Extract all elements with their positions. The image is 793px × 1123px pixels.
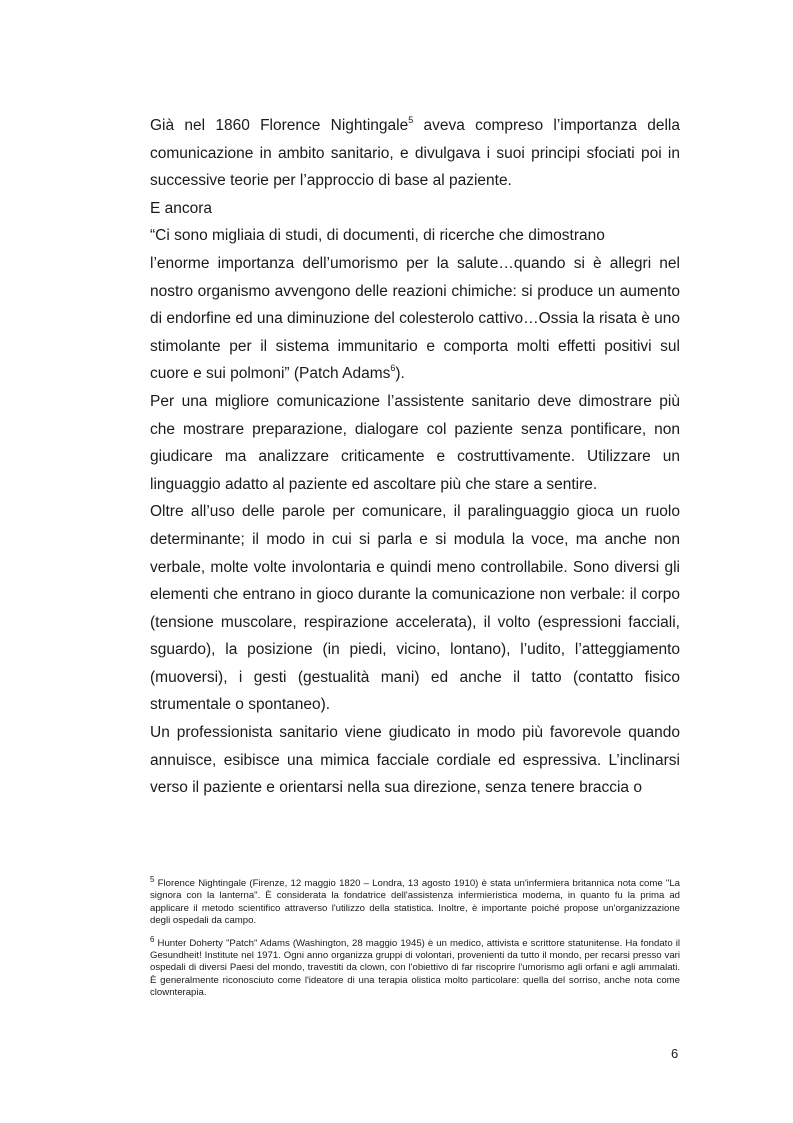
footnote-text: Florence Nightingale (Firenze, 12 maggio 1820 – Londra, 13 agosto 1910) è stata un'infermiera britannica nota come "La signora con la lanterna". È considerata la fondatrice dell'assistenza infermieristica moderna, in quanto fu la prima ad applicare il metodo scientifico attraverso l'utilizzo della statistica. Inoltre, è importante poiché propose un'organizzazione degli ospedali da campo. (150, 878, 680, 927)
paragraph-professional: Un professionista sanitario viene giudicato in modo più favorevole quando annuisce, esibisce una mimica facciale cordiale ed espressiva. L’inclinarsi verso il paziente e orientarsi nella sua direzione, senza tenere braccia o (150, 724, 680, 797)
footnote-5 (150, 875, 680, 928)
footnote-6 (150, 934, 680, 1000)
paragraph-nightingale (150, 112, 680, 195)
footnote-ref-5[interactable]: 5 (408, 115, 414, 125)
footnote-text: Hunter Doherty "Patch" Adams (Washington, 28 maggio 1945) è un medico, attivista e scrittore statunitense. Ha fondato il Gesundheit! Institute nel 1971. Ogni anno organizza gruppi di volontari, provenienti da tutto il mondo, per recarsi presso vari ospedali di diversi Paesi del mondo, travestiti da clown, con l'obiettivo di far riscoprire l'umorismo agli orfani e agli ammalati. È generalmente riconosciuto come l'ideatore di una terapia olistica molto particolare: quella del sorriso, anche nota come clownterapia. (150, 937, 680, 999)
quote-patch-adams (150, 250, 680, 388)
paragraph-text: ). (395, 365, 405, 383)
quote-line: “Ci sono migliaia di studi, di documenti, di ricerche che dimostrano (150, 227, 605, 245)
footnote-number: 6 (150, 934, 155, 944)
paragraph-e-ancora: E ancora (150, 199, 213, 217)
paragraph-paralanguage: Oltre all’uso delle parole per comunicare, il paralinguaggio gioca un ruolo determinante; il modo in cui si parla e si modula la voce, ma anche non verbale, molte volte involontaria e quindi meno controllabile. Sono diversi gli elementi che entrano in gioco durante la comunicazione non verbale: il corpo (tensione muscolare, respirazione accelerata), il volto (espressioni facciali, sguardo), la posizione (in piedi, vicino, lontano), l’udito, l’atteggiamento (muoversi), i gesti (gestualità mani) ed anche il tatto (contatto fisico strumentale o spontaneo). (150, 503, 680, 714)
paragraph-text: l’enorme importanza dell’umorismo per la salute…quando si è allegri nel nostro organismo avvengono delle reazioni chimiche: si produce un aumento di endorfine ed una diminuzione del colesterolo cattivo…Ossia la risata è uno stimolante per il sistema immunitario e comporta molti effetti positivi sul cuore e sui polmoni” (Patch Adams (150, 254, 680, 383)
paragraph-text: Già nel 1860 Florence Nightingale (150, 117, 409, 134)
footnote-number: 5 (150, 875, 155, 884)
main-text (150, 112, 680, 802)
paragraph-communication: Per una migliore comunicazione l’assistente sanitario deve dimostrare più che mostrare preparazione, dialogare col paziente senza pontificare, non giudicare ma analizzare criticamente e costruttivamente. Utilizzare un linguaggio adatto al paziente ed ascoltare più che stare a sentire. (150, 392, 680, 493)
footnote-ref-6[interactable]: 6 (390, 363, 396, 374)
footnotes (150, 875, 680, 1010)
paragraph-text: aveva compreso l’importanza della comunicazione in ambito sanitario, e divulgava i suoi principi sfociati poi in successive teorie per l’approccio di base al paziente. (150, 117, 680, 190)
page-number: 6 (671, 1046, 679, 1061)
